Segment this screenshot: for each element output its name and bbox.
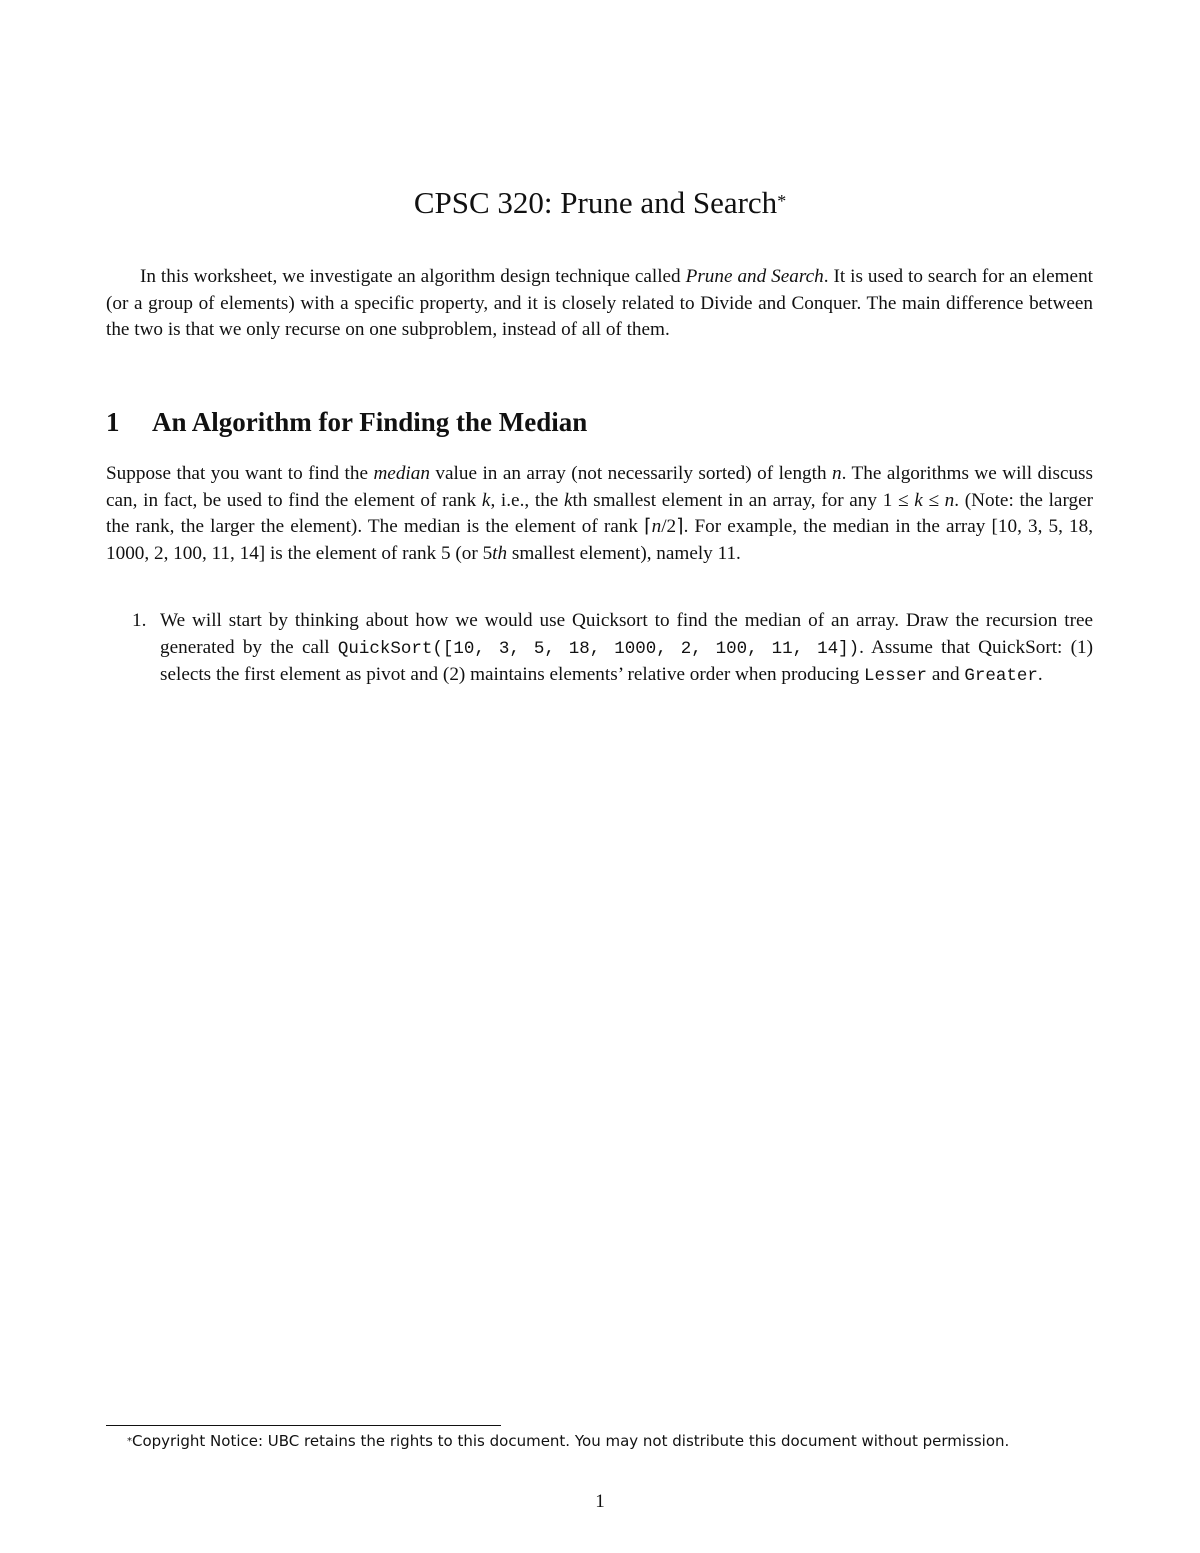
- question-list: [106, 608, 1093, 690]
- intro-technique-name: Prune and Search: [685, 266, 824, 287]
- code-greater: Greater: [964, 666, 1038, 686]
- question-text: We will start by thinking about how we would use Quicksort to find the median of an array. Draw the recursion tree generated by the call: [160, 610, 1093, 658]
- paragraph-text: Suppose that you want to find the: [106, 463, 374, 484]
- code-quicksort-call: QuickSort([10, 3, 5, 18, 1000, 2, 100, 11, 14]): [337, 638, 860, 659]
- math-variable: k: [564, 489, 573, 511]
- math-variable: n: [944, 489, 955, 511]
- paragraph-text: . The algorithms we will discuss can, in fact, be used to find the element of rank: [106, 463, 1093, 511]
- question-item: [106, 608, 1093, 690]
- paragraph-text: /2⌉. For example, the median in the array [10, 3, 5, 18, 1000, 2, 100, 11, 14] is the element of rank 5 (or 5: [106, 516, 1093, 564]
- document-title: [0, 183, 1200, 223]
- math-variable: k: [914, 489, 923, 511]
- question-text: and: [927, 664, 965, 685]
- paragraph-text: smallest element), namely 11.: [507, 542, 741, 564]
- intro-text-start: In this worksheet, we investigate an algorithm design technique called: [140, 266, 686, 287]
- title-footnote-mark: *: [777, 191, 787, 211]
- footnote-text: Copyright Notice: UBC retains the rights to this document. You may not distribute this document without permission.: [132, 1432, 1010, 1450]
- section-heading: [106, 402, 587, 442]
- footnote-mark: *: [127, 1436, 132, 1447]
- paragraph-text: . (Note: the larger the rank, the larger the element). The median is the element of rank ⌈: [106, 489, 1093, 537]
- paragraph-text: value in an array (not necessarily sorted) of length: [429, 463, 833, 484]
- median-paragraph: [106, 461, 1093, 567]
- section-number: 1: [106, 407, 120, 437]
- paragraph-text: th smallest element in an array, for any 1 ≤: [572, 489, 915, 511]
- question-text: .: [1037, 664, 1043, 685]
- math-variable: k: [481, 489, 491, 511]
- intro-text-end: . It is used to search for an element (or a group of elements) with a specific property, and it is closely related to Divide and Conquer. The main difference between the two is that we only recurse on one subproblem, instead of all of them.: [106, 266, 1093, 340]
- section-title: An Algorithm for Finding the Median: [152, 407, 588, 437]
- ordinal-suffix: th: [492, 542, 508, 564]
- document-title-text: CPSC 320: Prune and Search: [413, 185, 778, 220]
- footnote-divider: [106, 1425, 501, 1426]
- code-lesser: Lesser: [864, 666, 928, 686]
- copyright-footnote: [127, 1430, 1107, 1452]
- median-term: median: [373, 463, 430, 484]
- question-number: 1.: [132, 610, 147, 631]
- math-variable: n: [651, 516, 662, 537]
- question-text: . Assume that QuickSort: (1) selects the first element as pivot and (2) maintains elements’ relative order when producing: [160, 636, 1094, 685]
- math-variable: n: [832, 463, 842, 484]
- paragraph-text: ≤: [922, 489, 945, 511]
- paragraph-text: , i.e., the: [490, 489, 564, 511]
- intro-paragraph: [106, 264, 1093, 344]
- page-number: 1: [595, 1491, 605, 1512]
